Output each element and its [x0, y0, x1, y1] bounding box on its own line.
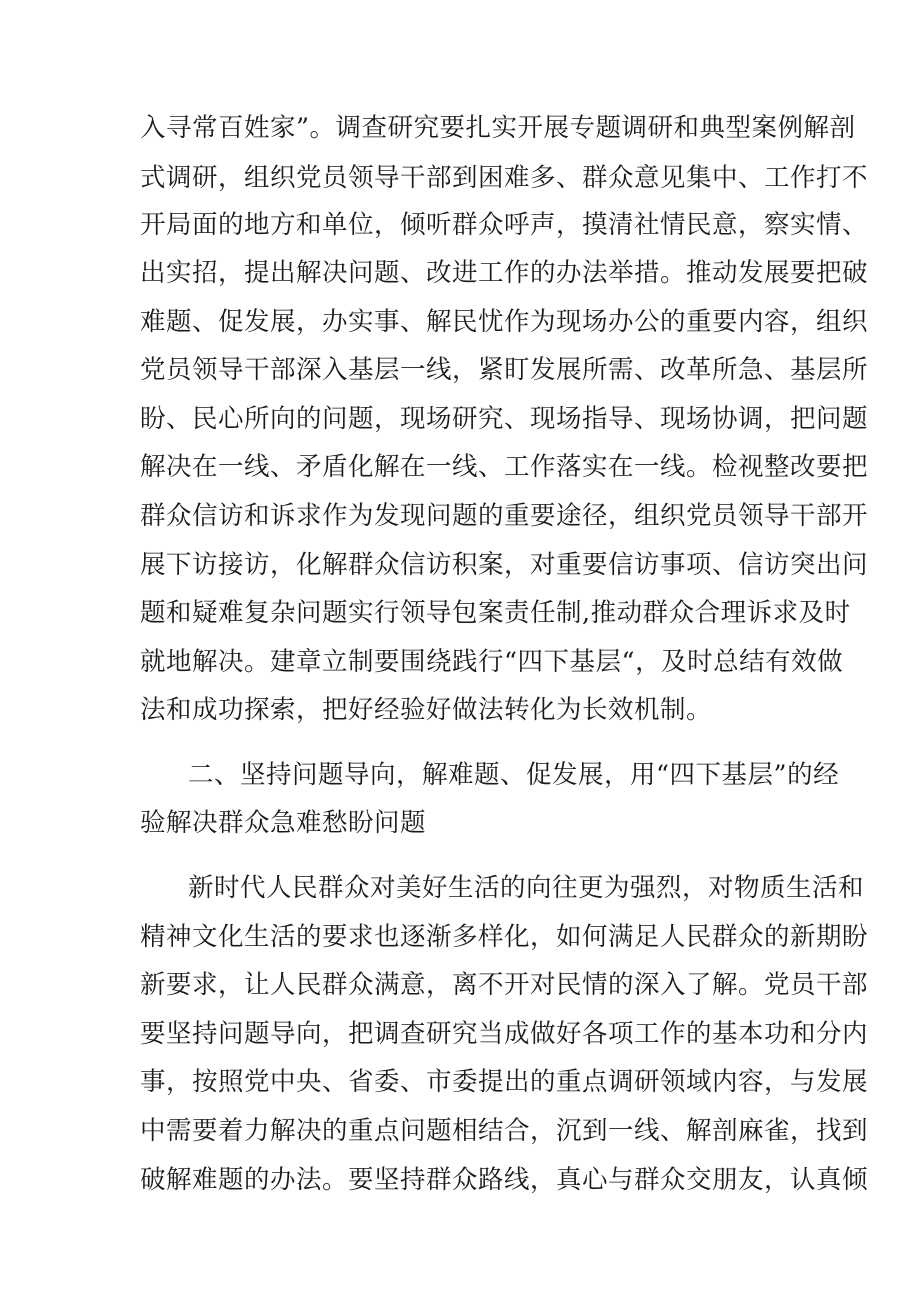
text-line: 群众信访和诉求作为发现问题的重要途径，组织党员领导干部开 — [140, 501, 869, 531]
text-line: 出实招，提出解决问题、改进工作的办法举措。推动发展要把破 — [140, 258, 869, 288]
text-line: 事，按照党中央、省委、市委提出的重点调研领域内容，与发展 — [140, 1067, 869, 1097]
text-line: 要坚持问题导向，把调查研究当成做好各项工作的基本功和分内 — [140, 1019, 869, 1049]
text-line: 解决在一线、矛盾化解在一线、工作落实在一线。检视整改要把 — [140, 452, 869, 482]
text-line: 盼、民心所向的问题，现场研究、现场指导、现场协调，把问题 — [140, 404, 869, 434]
heading-line: 二、坚持问题导向，解难题、促发展，用“四下基层”的经 — [188, 760, 840, 790]
text-line: 式调研，组织党员领导干部到困难多、群众意见集中、工作打不 — [140, 163, 869, 193]
text-line: 党员领导干部深入基层一线，紧盯发展所需、改革所急、基层所 — [140, 355, 869, 385]
text-line: 就地解决。建章立制要围绕践行“四下基层“，及时总结有效做 — [140, 647, 844, 677]
text-line: 中需要着力解决的重点问题相结合，沉到一线、解剖麻雀，找到 — [140, 1116, 869, 1146]
text-line: 破解难题的办法。要坚持群众路线，真心与群众交朋友，认真倾 — [140, 1165, 869, 1195]
text-line: 题和疑难复杂问题实行领导包案责任制,推动群众合理诉求及时 — [140, 598, 851, 628]
text-line: 精神文化生活的要求也逐渐多样化，如何满足人民群众的新期盼 — [140, 922, 869, 952]
text-line: 难题、促发展，办实事、解民忧作为现场办公的重要内容，组织 — [140, 307, 869, 337]
text-line: 入寻常百姓家”。调查研究要扎实开展专题调研和典型案例解剖 — [140, 113, 856, 143]
text-line: 法和成功探索，把好经验好做法转化为长效机制。 — [140, 695, 713, 725]
text-line: 开局面的地方和单位，倾听群众呼声，摸清社情民意，察实情、 — [140, 210, 869, 240]
text-line: 展下访接访，化解群众信访积案，对重要信访事项、信访突出问 — [140, 550, 869, 580]
heading-line: 验解决群众急难愁盼问题 — [140, 808, 427, 838]
text-line: 新要求，让人民群众满意，离不开对民情的深入了解。党员干部 — [140, 970, 869, 1000]
text-line: 新时代人民群众对美好生活的向往更为强烈，对物质生活和 — [188, 873, 865, 903]
